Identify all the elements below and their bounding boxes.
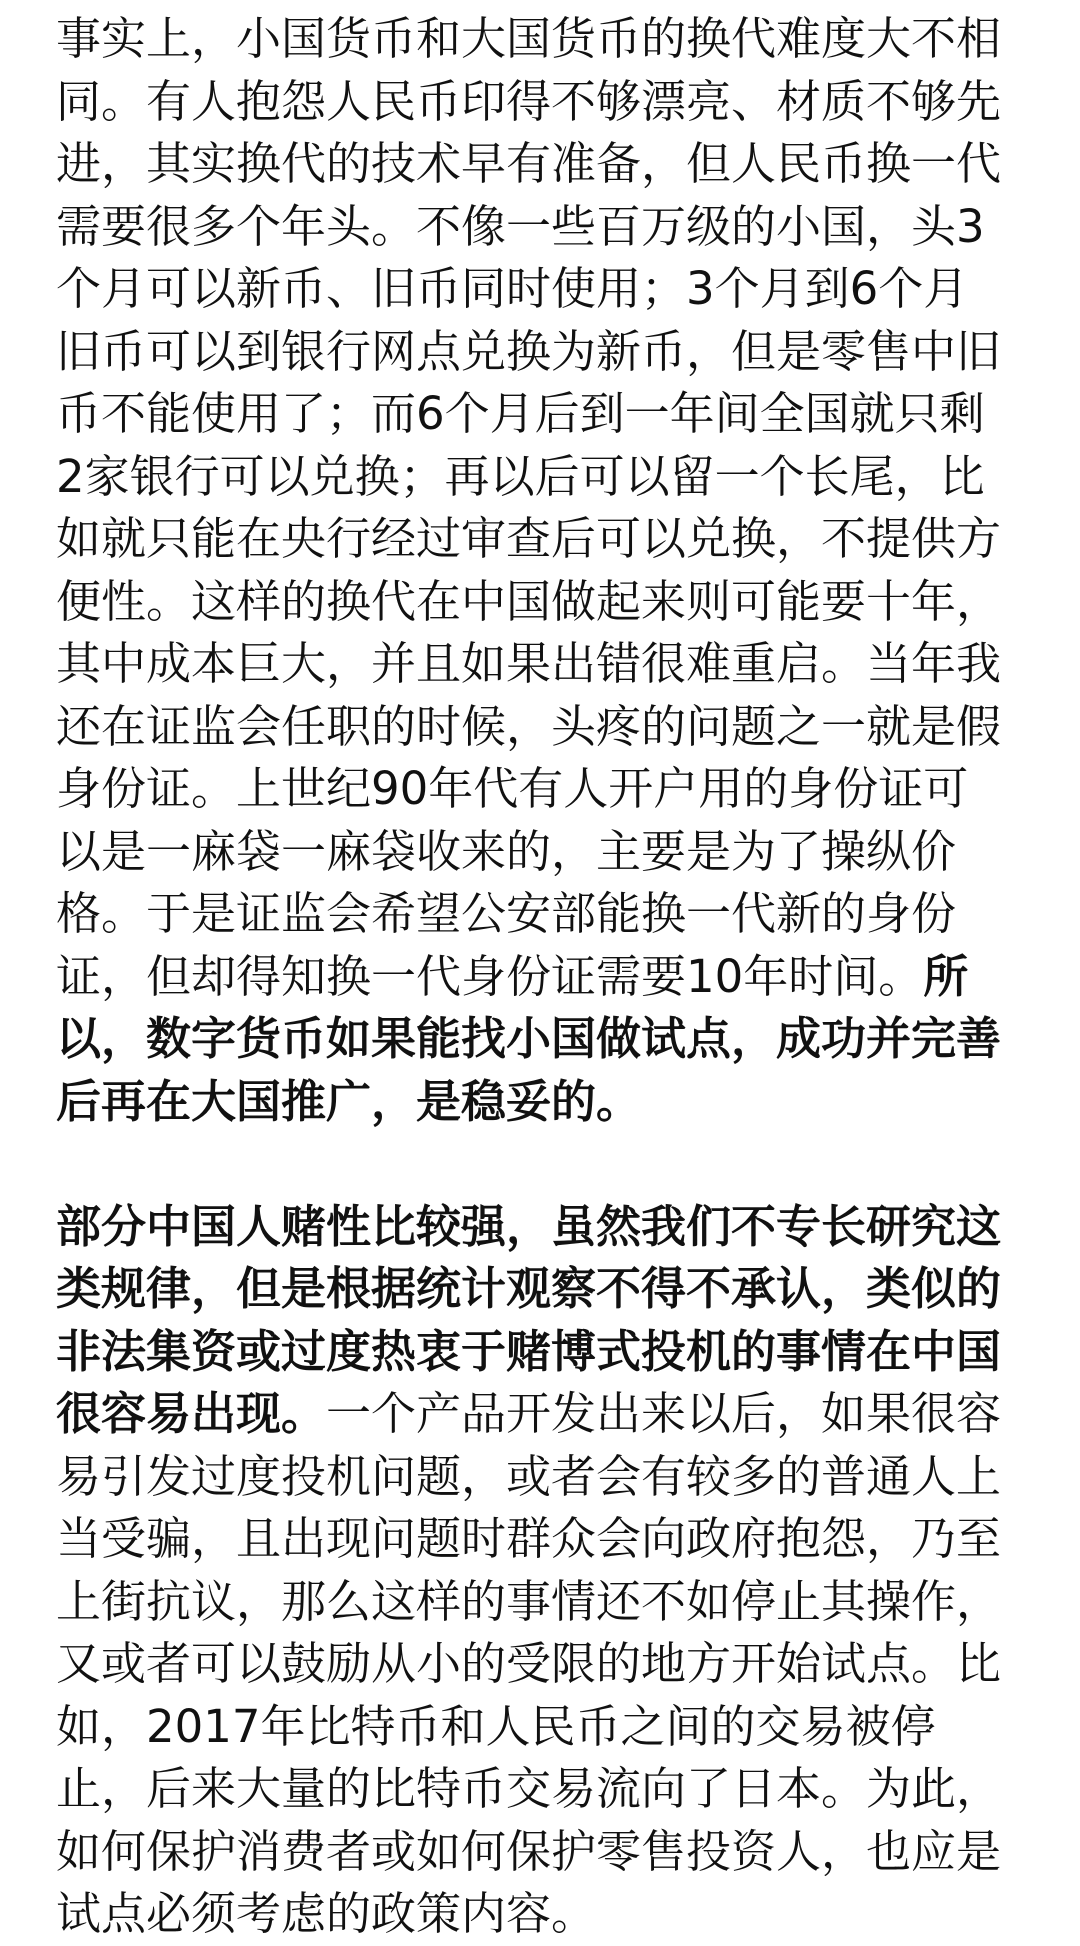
text-line xyxy=(56,571,1046,634)
text-line xyxy=(56,1008,1046,1071)
bold-text-run: 后再在大国推广，是稳妥的。 xyxy=(56,1074,642,1128)
text-run: 当受骗，且出现问题时群众会向政府抱怨，乃至 xyxy=(56,1512,1002,1565)
text-line xyxy=(56,71,1046,134)
bold-text-run: 很容易出现。 xyxy=(56,1387,327,1440)
text-run: 旧币可以到银行网点兑换为新币，但是零售中旧 xyxy=(56,324,1002,378)
text-run: 以是一麻袋一麻袋收来的，主要是为了操纵价 xyxy=(56,824,957,878)
text-line xyxy=(56,1508,1046,1571)
text-line xyxy=(56,1696,1046,1759)
text-run: 进，其实换代的技术早有准备，但人民币换一代 xyxy=(56,137,1002,190)
text-line xyxy=(56,1633,1046,1696)
text-line xyxy=(56,633,1046,696)
text-run: 易引发过度投机问题，或者会有较多的普通人上 xyxy=(56,1449,1002,1503)
text-run: 需要很多个年头。不像一些百万级的小国，头3 xyxy=(56,199,985,253)
bold-text-run: 部分中国人赌性比较强，虽然我们不专长研究这 xyxy=(56,1199,1002,1253)
text-run: 止，后来大量的比特币交易流向了日本。为此， xyxy=(56,1762,1002,1815)
text-line xyxy=(56,1196,1046,1259)
text-line xyxy=(56,946,1046,1009)
text-line xyxy=(56,821,1046,884)
text-line xyxy=(56,1071,1046,1134)
text-line xyxy=(56,1258,1046,1321)
bold-text-run: 类规律，但是根据统计观察不得不承认，类似的 xyxy=(56,1262,1002,1315)
text-line xyxy=(56,1321,1046,1384)
text-line xyxy=(56,1383,1046,1446)
text-line xyxy=(56,883,1046,946)
text-run: 币不能使用了；而6个月后到一年间全国就只剩 xyxy=(56,387,985,440)
paragraph-2 xyxy=(56,1196,1046,1946)
text-line xyxy=(56,1571,1046,1634)
text-line xyxy=(56,1446,1046,1509)
text-line xyxy=(56,696,1046,759)
article-text xyxy=(56,8,1046,1946)
text-line xyxy=(56,1883,1046,1946)
bold-text-run: 非法集资或过度热衷于赌博式投机的事情在中国 xyxy=(56,1324,1002,1378)
text-run: 如何保护消费者或如何保护零售投资人，也应是 xyxy=(56,1824,1002,1878)
text-run: 格。于是证监会希望公安部能换一代新的身份 xyxy=(56,887,957,940)
text-run: 上街抗议，那么这样的事情还不如停止其操作， xyxy=(56,1574,1002,1628)
text-run: 证，但却得知换一代身份证需要10年时间。 xyxy=(56,949,924,1003)
paragraph-1 xyxy=(56,8,1046,1133)
text-line xyxy=(56,446,1046,509)
text-run: 其中成本巨大，并且如果出错很难重启。当年我 xyxy=(56,637,1002,690)
text-run: 还在证监会任职的时候，头疼的问题之一就是假 xyxy=(56,699,1002,753)
text-run: 2家银行可以兑换；再以后可以留一个长尾，比 xyxy=(56,449,985,503)
text-line xyxy=(56,321,1046,384)
paragraph-gap xyxy=(56,1133,1046,1196)
text-line xyxy=(56,133,1046,196)
text-run: 身份证。上世纪90年代有人开户用的身份证可 xyxy=(56,762,969,815)
text-run: 如，2017年比特币和人民币之间的交易被停 xyxy=(56,1699,936,1753)
text-line xyxy=(56,258,1046,321)
text-run: 事实上，小国货币和大国货币的换代难度大不相 xyxy=(56,12,1002,65)
bold-text-run: 以，数字货币如果能找小国做试点，成功并完善 xyxy=(56,1012,1002,1065)
text-line xyxy=(56,758,1046,821)
text-run: 同。有人抱怨人民币印得不够漂亮、材质不够先 xyxy=(56,74,1002,128)
bold-text-run: 所 xyxy=(923,949,969,1003)
text-line xyxy=(56,1758,1046,1821)
text-run: 如就只能在央行经过审查后可以兑换，不提供方 xyxy=(56,512,1002,565)
text-run: 又或者可以鼓励从小的受限的地方开始试点。比 xyxy=(56,1637,1002,1690)
text-line xyxy=(56,508,1046,571)
text-line xyxy=(56,8,1046,71)
text-run: 个月可以新币、旧币同时使用；3个月到6个月 xyxy=(56,262,969,315)
text-run: 便性。这样的换代在中国做起来则可能要十年， xyxy=(56,574,1002,628)
text-run: 试点必须考虑的政策内容。 xyxy=(56,1887,597,1940)
text-line xyxy=(56,196,1046,259)
text-run: 一个产品开发出来以后，如果很容 xyxy=(326,1387,1002,1440)
text-line xyxy=(56,1821,1046,1884)
text-line xyxy=(56,383,1046,446)
